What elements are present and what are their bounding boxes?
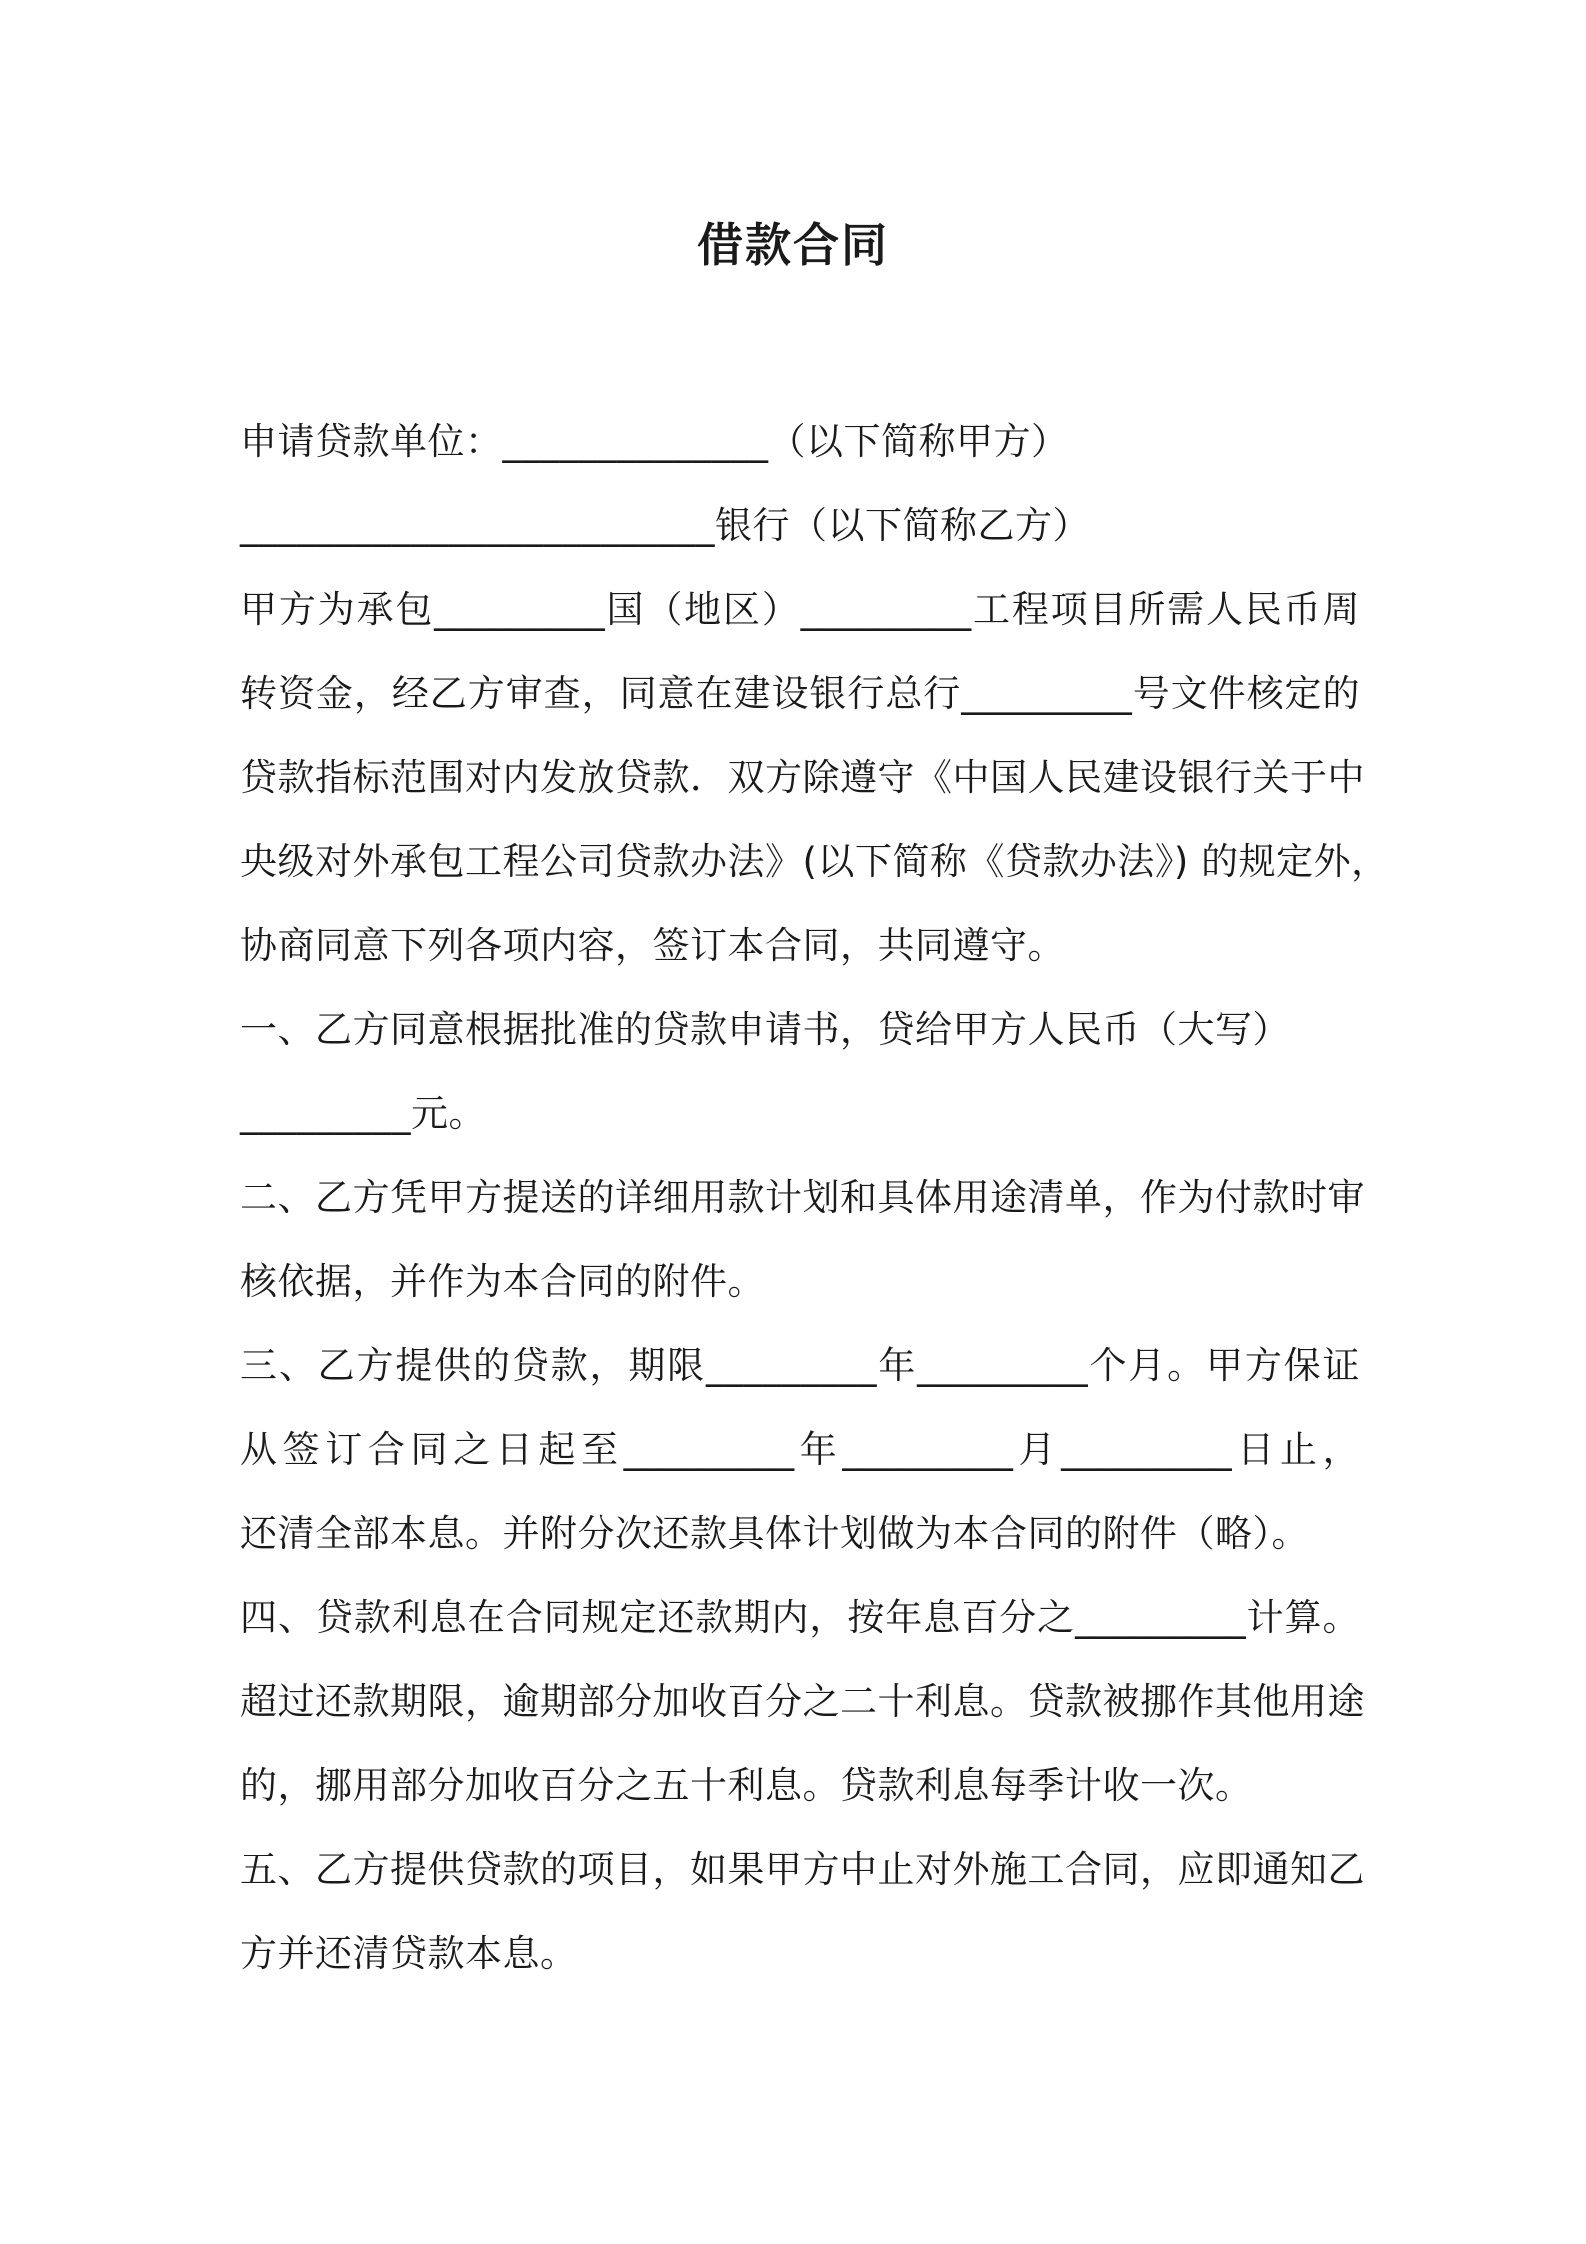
clause-3-line-3: 还清全部本息。并附分次还款具体计划做为本合同的附件（略）。 bbox=[240, 1512, 1309, 1555]
clause-4-line-2: 超过还款期限，逾期部分加收百分之二十利息。贷款被挪作其他用途 bbox=[240, 1680, 1365, 1723]
clause-3-line-2: 从签订合同之日起至_________年_________月_________日止， bbox=[240, 1428, 1360, 1471]
document-body bbox=[240, 400, 1389, 1996]
clause-1-line-2: _________元。 bbox=[240, 1092, 486, 1135]
line-bank: _________________________银行（以下简称乙方） bbox=[240, 504, 1090, 547]
clause-1-line-1: 一、乙方同意根据批准的贷款申请书，贷给甲方人民币（大写） bbox=[240, 1008, 1290, 1051]
clause-5-line-2: 方并还清贷款本息。 bbox=[240, 1932, 578, 1975]
para-intro-line-5: 协商同意下列各项内容，签订本合同，共同遵守。 bbox=[240, 924, 1065, 967]
clause-2-line-1: 二、乙方凭甲方提送的详细用款计划和具体用途清单，作为付款时审 bbox=[240, 1176, 1365, 1219]
document-title: 借款合同 bbox=[697, 218, 889, 272]
clause-4-line-3: 的，挪用部分加收百分之五十利息。贷款利息每季计收一次。 bbox=[240, 1764, 1253, 1807]
para-intro-line-1: 甲方为承包_________国（地区）_________工程项目所需人民币周 bbox=[240, 588, 1360, 631]
clause-5-line-1: 五、乙方提供贷款的项目，如果甲方中止对外施工合同，应即通知乙 bbox=[240, 1848, 1365, 1891]
clause-3-line-1: 三、乙方提供的贷款，期限_________年_________个月。甲方保证 bbox=[240, 1344, 1360, 1387]
para-intro-line-3: 贷款指标范围对内发放贷款．双方除遵守《中国人民建设银行关于中 bbox=[240, 756, 1365, 799]
clause-2-line-2: 核依据，并作为本合同的附件。 bbox=[240, 1260, 765, 1303]
para-intro-line-4: 央级对外承包工程公司贷款办法》(以下简称《贷款办法》) 的规定外， bbox=[240, 840, 1389, 883]
clause-4-line-1: 四、贷款利息在合同规定还款期内，按年息百分之_________计算。 bbox=[240, 1596, 1360, 1639]
para-intro-line-2: 转资金，经乙方审查，同意在建设银行总行_________号文件核定的 bbox=[240, 672, 1360, 715]
line-applicant: 申请贷款单位：______________（以下简称甲方） bbox=[240, 420, 1069, 463]
